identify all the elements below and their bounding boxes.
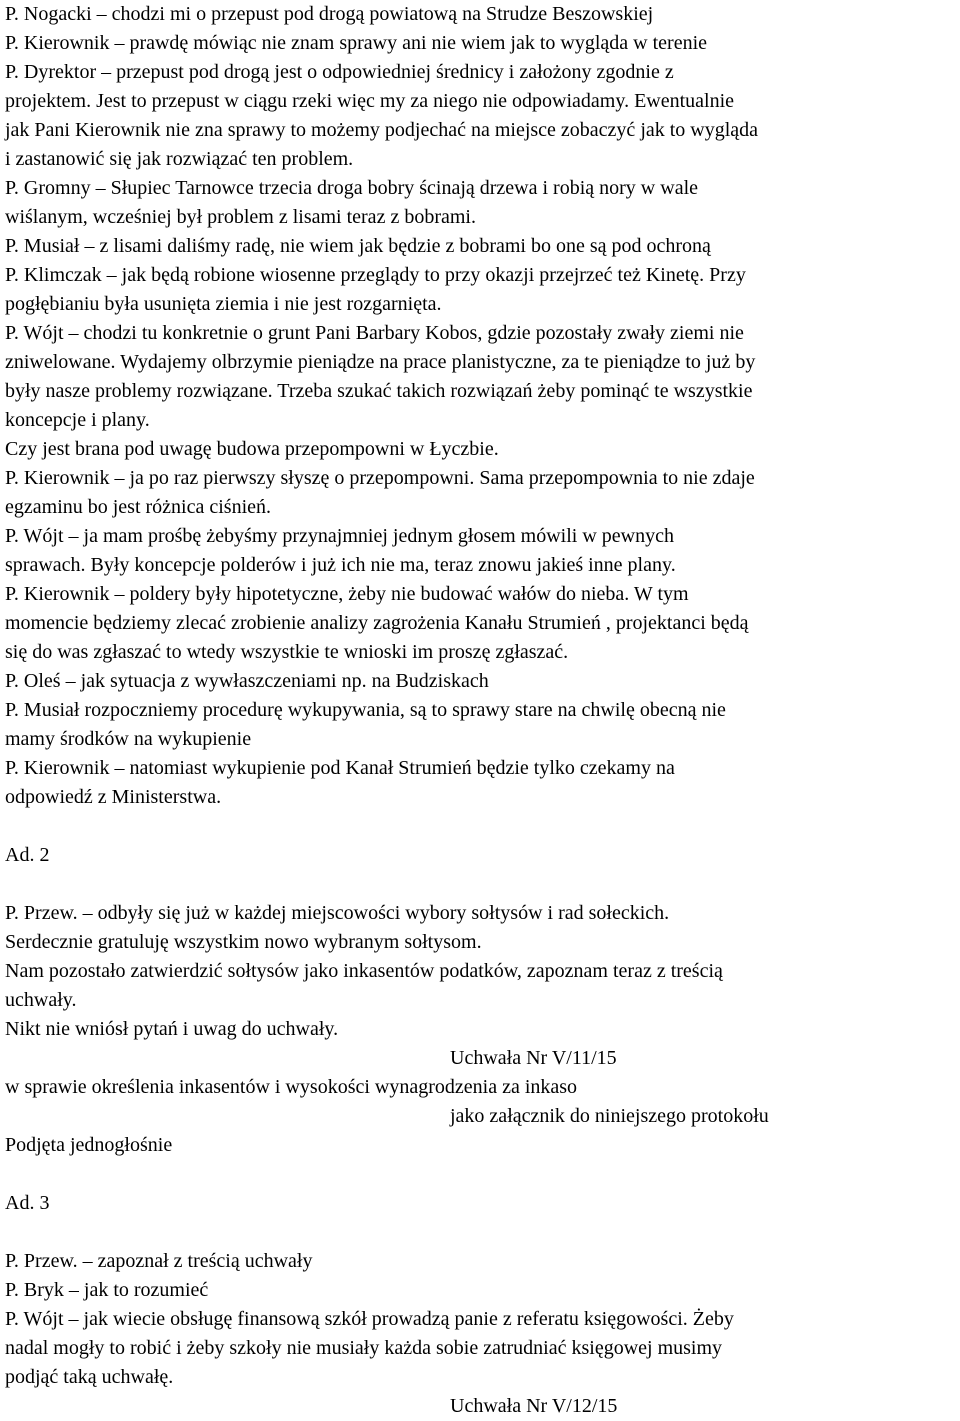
text-line: zniwelowane. Wydajemy olbrzymie pieniądze na prace planistyczne, za te pieniądze to już by xyxy=(5,351,756,373)
text-line: P. Kierownik – prawdę mówiąc nie znam sprawy ani nie wiem jak to wygląda w terenie xyxy=(5,32,708,54)
text-line: projektem. Jest to przepust w ciągu rzeki więc my za niego nie odpowiadamy. Ewentualnie xyxy=(5,90,735,112)
text-line: egzaminu bo jest różnica ciśnień. xyxy=(5,496,272,518)
text-line: odpowiedź z Ministerstwa. xyxy=(5,786,222,808)
text-line: się do was zgłaszać to wtedy wszystkie te wnioski im proszę zgłaszać. xyxy=(5,641,569,663)
text-line: pogłębianiu była usunięta ziemia i nie jest rozgarnięta. xyxy=(5,293,442,315)
text-line: P. Kierownik – poldery były hipotetyczne, żeby nie budować wałów do nieba. W tym xyxy=(5,583,689,605)
text-line: P. Oleś – jak sytuacja z wywłaszczeniami np. na Budziskach xyxy=(5,670,489,692)
text-line: P. Musiał – z lisami daliśmy radę, nie wiem jak będzie z bobrami bo one są pod ochroną xyxy=(5,235,711,257)
text-line: P. Dyrektor – przepust pod drogą jest o odpowiedniej średnicy i założony zgodnie z xyxy=(5,61,674,83)
text-line: P. Wójt – jak wiecie obsługę finansową szkół prowadzą panie z referatu księgowości. Żeby xyxy=(5,1308,734,1330)
text-line: koncepcje i plany. xyxy=(5,409,150,431)
blank-line xyxy=(5,870,955,899)
resolution-heading-line: jako załącznik do niniejszego protokołu xyxy=(450,1105,769,1127)
text-line: P. Klimczak – jak będą robione wiosenne przeglądy to przy okazji przejrzeć też Kinetę. Przy xyxy=(5,264,746,286)
text-line: sprawach. Były koncepcje polderów i już ich nie ma, teraz znowu jakieś inne plany. xyxy=(5,554,676,576)
text-line: P. Wójt – ja mam prośbę żebyśmy przynajmniej jednym głosem mówili w pewnych xyxy=(5,525,674,547)
text-line: i zastanowić się jak rozwiązać ten problem. xyxy=(5,148,354,170)
text-line: Nikt nie wniósł pytań i uwag do uchwały. xyxy=(5,1018,339,1040)
text-line: P. Gromny – Słupiec Tarnowce trzecia droga bobry ścinają drzewa i robią nory w wale xyxy=(5,177,698,199)
resolution-heading-line: Uchwała Nr V/12/15 xyxy=(450,1395,618,1417)
text-line: były nasze problemy rozwiązane. Trzeba szukać takich rozwiązań żeby pominąć te wszystkie xyxy=(5,380,753,402)
text-line: uchwały. xyxy=(5,989,77,1011)
blank-line xyxy=(5,1160,955,1189)
text-line: nadal mogły to robić i żeby szkoły nie musiały każda sobie zatrudniać księgowej musimy xyxy=(5,1337,723,1359)
blank-line xyxy=(5,812,955,841)
text-line: mamy środków na wykupienie xyxy=(5,728,252,750)
text-line: Czy jest brana pod uwagę budowa przepompowni w Łyczbie. xyxy=(5,438,499,460)
text-line: wiślanym, wcześniej był problem z lisami teraz z bobrami. xyxy=(5,206,476,228)
text-line: Ad. 2 xyxy=(5,844,50,866)
text-line: jak Pani Kierownik nie zna sprawy to możemy podjechać na miejsce zobaczyć jak to wygląda xyxy=(5,119,759,141)
text-line: podjąć taką uchwałę. xyxy=(5,1366,174,1388)
text-line: Ad. 3 xyxy=(5,1192,50,1214)
text-line: P. Kierownik – ja po raz pierwszy słyszę o przepompowni. Sama przepompownia to nie zdaje xyxy=(5,467,755,489)
text-line: P. Przew. – zapoznał z treścią uchwały xyxy=(5,1250,313,1272)
text-line: Nam pozostało zatwierdzić sołtysów jako inkasentów podatków, zapoznam teraz z treścią xyxy=(5,960,723,982)
text-line: P. Wójt – chodzi tu konkretnie o grunt Pani Barbary Kobos, gdzie pozostały zwały ziemi nie xyxy=(5,322,744,344)
text-line: P. Musiał rozpoczniemy procedurę wykupywania, są to sprawy stare na chwilę obecną nie xyxy=(5,699,726,721)
text-line: P. Przew. – odbyły się już w każdej miejscowości wybory sołtysów i rad sołeckich. xyxy=(5,902,670,924)
text-line: P. Kierownik – natomiast wykupienie pod Kanał Strumień będzie tylko czekamy na xyxy=(5,757,675,779)
resolution-heading-line: Uchwała Nr V/11/15 xyxy=(450,1047,617,1069)
document-page xyxy=(5,0,955,1421)
text-line: P. Nogacki – chodzi mi o przepust pod drogą powiatową na Strudze Beszowskiej xyxy=(5,3,654,25)
text-line: Podjęta jednogłośnie xyxy=(5,1134,173,1156)
text-line: Serdecznie gratuluję wszystkim nowo wybranym sołtysom. xyxy=(5,931,482,953)
blank-line xyxy=(5,1218,955,1247)
text-line: P. Bryk – jak to rozumieć xyxy=(5,1279,209,1301)
text-line: momencie będziemy zlecać zrobienie analizy zagrożenia Kanału Strumień , projektanci będą xyxy=(5,612,749,634)
text-line: w sprawie określenia inkasentów i wysokości wynagrodzenia za inkaso xyxy=(5,1076,578,1098)
